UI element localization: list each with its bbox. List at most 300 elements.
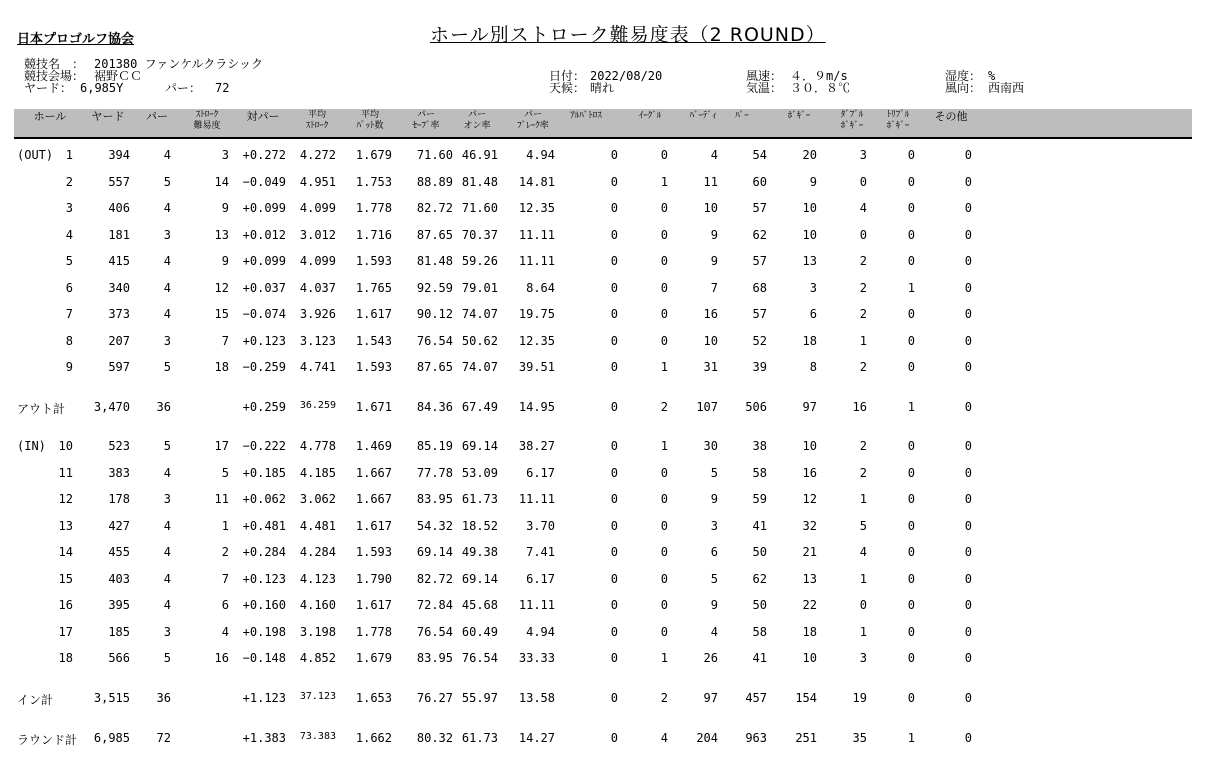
cell-alb: 0 xyxy=(610,466,618,480)
cell-brk: 6.17 xyxy=(526,466,555,480)
cell-avg-stroke: 4.037 xyxy=(299,281,336,295)
cell-bog: 12 xyxy=(802,492,817,506)
row-label: ラウンド計 xyxy=(17,733,78,747)
cell-bog: 10 xyxy=(802,651,817,665)
cell-dbl: 3 xyxy=(859,148,867,162)
cell-brk: 11.11 xyxy=(518,492,555,506)
cell-parc: 52 xyxy=(752,334,767,348)
cell-yard: 383 xyxy=(108,466,130,480)
cell-alb: 0 xyxy=(610,175,618,189)
cell-vs-par: +0.099 xyxy=(242,254,286,268)
cell-parc: 58 xyxy=(752,625,767,639)
cell-avg-stroke: 4.284 xyxy=(299,545,336,559)
cell-yard: 394 xyxy=(108,148,130,162)
cell-oth: 0 xyxy=(964,360,972,374)
cell-eag: 0 xyxy=(660,492,668,506)
column-header: ｲｰｸﾞﾙ xyxy=(638,111,662,121)
column-header: パー ｾｰﾌﾞ率 xyxy=(412,110,440,131)
temperature-label: 気温： xyxy=(746,81,783,95)
cell-avg-putt: 1.593 xyxy=(355,254,392,268)
cell-dbl: 2 xyxy=(859,466,867,480)
cell-par: 4 xyxy=(163,545,171,559)
cell-brk: 6.17 xyxy=(526,572,555,586)
cell-save: 71.60 xyxy=(416,148,453,162)
cell-bog: 13 xyxy=(802,254,817,268)
cell-brk: 14.95 xyxy=(518,400,555,414)
column-header: ﾊﾞｰﾃﾞｨ xyxy=(689,111,717,121)
cell-on: 53.09 xyxy=(461,466,498,480)
cell-bog: 3 xyxy=(809,281,817,295)
column-header: パー ﾌﾞﾚｰｸ率 xyxy=(517,110,549,131)
cell-bir: 5 xyxy=(710,466,718,480)
cell-on: 69.14 xyxy=(461,572,498,586)
cell-brk: 14.27 xyxy=(518,731,555,745)
cell-parc: 38 xyxy=(752,439,767,453)
cell-tri: 0 xyxy=(907,466,915,480)
cell-save: 88.89 xyxy=(416,175,453,189)
hole-number: 18 xyxy=(58,651,73,665)
cell-brk: 19.75 xyxy=(518,307,555,321)
column-header: パー オン率 xyxy=(463,110,491,131)
cell-brk: 12.35 xyxy=(518,201,555,215)
cell-eag: 0 xyxy=(660,625,668,639)
hole-number: 10 xyxy=(58,439,73,453)
cell-yard: 406 xyxy=(108,201,130,215)
hole-number: 2 xyxy=(65,175,73,189)
page-title: ホール別ストローク難易度表（2 ROUND） xyxy=(430,24,826,46)
cell-oth: 0 xyxy=(964,307,972,321)
cell-save: 92.59 xyxy=(416,281,453,295)
column-header: ホール xyxy=(33,110,67,123)
cell-rank: 6 xyxy=(221,598,229,612)
cell-bir: 9 xyxy=(710,254,718,268)
cell-rank: 3 xyxy=(221,148,229,162)
cell-bir: 7 xyxy=(710,281,718,295)
cell-bog: 10 xyxy=(802,439,817,453)
cell-par: 4 xyxy=(163,519,171,533)
cell-tri: 1 xyxy=(907,281,915,295)
cell-yard: 415 xyxy=(108,254,130,268)
hole-number: 17 xyxy=(58,625,73,639)
cell-bog: 18 xyxy=(802,625,817,639)
cell-dbl: 1 xyxy=(859,625,867,639)
cell-dbl: 2 xyxy=(859,360,867,374)
cell-par: 5 xyxy=(163,175,171,189)
column-header: 平均 ｽﾄﾛｰｸ xyxy=(305,110,329,131)
cell-parc: 68 xyxy=(752,281,767,295)
cell-bog: 97 xyxy=(802,400,817,414)
hole-number: 4 xyxy=(65,228,73,242)
cell-avg-putt: 1.716 xyxy=(355,228,392,242)
cell-brk: 11.11 xyxy=(518,598,555,612)
cell-alb: 0 xyxy=(610,598,618,612)
cell-on: 74.07 xyxy=(461,360,498,374)
event-value: 201380 ファンケルクラシック xyxy=(94,57,264,71)
cell-vs-par: +0.160 xyxy=(242,598,286,612)
cell-save: 82.72 xyxy=(416,572,453,586)
cell-oth: 0 xyxy=(964,519,972,533)
cell-oth: 0 xyxy=(964,281,972,295)
cell-parc: 62 xyxy=(752,572,767,586)
row-label: (IN) xyxy=(17,439,46,453)
cell-vs-par: −0.259 xyxy=(242,360,286,374)
table-row xyxy=(0,439,1213,455)
total-row xyxy=(0,400,1213,416)
cell-bog: 10 xyxy=(802,228,817,242)
cell-on: 18.52 xyxy=(461,519,498,533)
cell-vs-par: +0.062 xyxy=(242,492,286,506)
cell-on: 49.38 xyxy=(461,545,498,559)
cell-bir: 6 xyxy=(710,545,718,559)
cell-parc: 57 xyxy=(752,307,767,321)
cell-vs-par: +0.123 xyxy=(242,334,286,348)
cell-dbl: 0 xyxy=(859,598,867,612)
cell-bog: 10 xyxy=(802,201,817,215)
column-header: ｱﾙﾊﾞﾄﾛｽ xyxy=(570,111,602,121)
hole-number: 6 xyxy=(65,281,73,295)
cell-brk: 33.33 xyxy=(518,651,555,665)
cell-par: 3 xyxy=(163,228,171,242)
cell-dbl: 0 xyxy=(859,228,867,242)
cell-alb: 0 xyxy=(610,731,618,745)
cell-oth: 0 xyxy=(964,466,972,480)
cell-parc: 50 xyxy=(752,598,767,612)
cell-alb: 0 xyxy=(610,281,618,295)
cell-on: 76.54 xyxy=(461,651,498,665)
cell-tri: 0 xyxy=(907,254,915,268)
cell-tri: 1 xyxy=(907,400,915,414)
hole-number: 9 xyxy=(65,360,73,374)
cell-alb: 0 xyxy=(610,360,618,374)
cell-tri: 0 xyxy=(907,625,915,639)
cell-dbl: 5 xyxy=(859,519,867,533)
column-header: ﾀﾞﾌﾞﾙ ﾎﾞｷﾞｰ xyxy=(840,110,864,131)
cell-vs-par: +0.259 xyxy=(242,400,286,414)
cell-save: 72.84 xyxy=(416,598,453,612)
cell-dbl: 1 xyxy=(859,334,867,348)
cell-tri: 0 xyxy=(907,691,915,705)
cell-brk: 12.35 xyxy=(518,334,555,348)
cell-rank: 14 xyxy=(214,175,229,189)
cell-rank: 1 xyxy=(221,519,229,533)
cell-oth: 0 xyxy=(964,175,972,189)
cell-dbl: 2 xyxy=(859,254,867,268)
cell-brk: 7.41 xyxy=(526,545,555,559)
cell-vs-par: +0.198 xyxy=(242,625,286,639)
cell-par: 4 xyxy=(163,148,171,162)
cell-alb: 0 xyxy=(610,307,618,321)
cell-par: 5 xyxy=(163,360,171,374)
cell-parc: 59 xyxy=(752,492,767,506)
cell-par: 4 xyxy=(163,281,171,295)
cell-avg-putt: 1.593 xyxy=(355,360,392,374)
cell-avg-stroke: 4.123 xyxy=(299,572,336,586)
column-header: 対パー xyxy=(246,110,280,123)
cell-alb: 0 xyxy=(610,691,618,705)
cell-parc: 57 xyxy=(752,254,767,268)
cell-avg-putt: 1.671 xyxy=(355,400,392,414)
cell-vs-par: −0.148 xyxy=(242,651,286,665)
cell-tri: 0 xyxy=(907,598,915,612)
column-header: その他 xyxy=(934,110,968,123)
cell-tri: 0 xyxy=(907,175,915,189)
cell-vs-par: −0.074 xyxy=(242,307,286,321)
cell-par: 36 xyxy=(156,691,171,705)
cell-oth: 0 xyxy=(964,492,972,506)
cell-yard: 427 xyxy=(108,519,130,533)
cell-eag: 1 xyxy=(660,175,668,189)
cell-avg-stroke: 4.099 xyxy=(299,201,336,215)
cell-vs-par: +1.383 xyxy=(242,731,286,745)
cell-bir: 97 xyxy=(703,691,718,705)
cell-brk: 39.51 xyxy=(518,360,555,374)
date-label: 日付： xyxy=(549,69,586,83)
cell-vs-par: +0.099 xyxy=(242,201,286,215)
cell-on: 60.49 xyxy=(461,625,498,639)
cell-dbl: 3 xyxy=(859,651,867,665)
venue-label: 競技会場： xyxy=(24,69,85,83)
cell-bir: 10 xyxy=(703,334,718,348)
table-row xyxy=(0,466,1213,482)
cell-avg-stroke: 4.951 xyxy=(299,175,336,189)
cell-rank: 7 xyxy=(221,334,229,348)
cell-oth: 0 xyxy=(964,731,972,745)
cell-avg-stroke: 3.062 xyxy=(299,492,336,506)
cell-eag: 0 xyxy=(660,598,668,612)
table-row xyxy=(0,307,1213,323)
column-header: 平均 ﾊﾟｯﾄ数 xyxy=(356,110,384,131)
cell-yard: 557 xyxy=(108,175,130,189)
temperature-value: ３０．８℃ xyxy=(790,81,851,95)
cell-tri: 0 xyxy=(907,519,915,533)
cell-bog: 251 xyxy=(795,731,817,745)
cell-avg-putt: 1.765 xyxy=(355,281,392,295)
table-row xyxy=(0,651,1213,667)
cell-vs-par: +0.284 xyxy=(242,545,286,559)
cell-dbl: 2 xyxy=(859,307,867,321)
cell-avg-stroke: 37.123 xyxy=(299,691,336,702)
column-header: ﾎﾞｷﾞｰ xyxy=(787,111,811,121)
cell-alb: 0 xyxy=(610,201,618,215)
cell-par: 3 xyxy=(163,334,171,348)
cell-parc: 506 xyxy=(745,400,767,414)
cell-avg-stroke: 4.160 xyxy=(299,598,336,612)
cell-on: 59.26 xyxy=(461,254,498,268)
weather-value: 晴れ xyxy=(590,81,615,95)
cell-on: 45.68 xyxy=(461,598,498,612)
row-label: (OUT) xyxy=(17,148,54,162)
cell-bog: 18 xyxy=(802,334,817,348)
cell-bog: 8 xyxy=(809,360,817,374)
cell-avg-putt: 1.617 xyxy=(355,307,392,321)
cell-yard: 185 xyxy=(108,625,130,639)
hole-number: 16 xyxy=(58,598,73,612)
cell-on: 46.91 xyxy=(461,148,498,162)
cell-oth: 0 xyxy=(964,572,972,586)
humidity-label: 湿度： xyxy=(945,69,982,83)
cell-par: 4 xyxy=(163,572,171,586)
cell-bir: 10 xyxy=(703,201,718,215)
cell-avg-putt: 1.667 xyxy=(355,466,392,480)
cell-bog: 22 xyxy=(802,598,817,612)
cell-avg-putt: 1.617 xyxy=(355,598,392,612)
column-header: ｽﾄﾛｰｸ 難易度 xyxy=(193,110,221,131)
cell-bog: 20 xyxy=(802,148,817,162)
table-row xyxy=(0,545,1213,561)
cell-parc: 963 xyxy=(745,731,767,745)
cell-par: 3 xyxy=(163,492,171,506)
cell-rank: 9 xyxy=(221,254,229,268)
cell-eag: 0 xyxy=(660,281,668,295)
hole-number: 15 xyxy=(58,572,73,586)
cell-save: 90.12 xyxy=(416,307,453,321)
cell-alb: 0 xyxy=(610,228,618,242)
cell-avg-stroke: 3.123 xyxy=(299,334,336,348)
cell-on: 74.07 xyxy=(461,307,498,321)
cell-parc: 57 xyxy=(752,201,767,215)
cell-bog: 9 xyxy=(809,175,817,189)
cell-on: 61.73 xyxy=(461,492,498,506)
par-value: 72 xyxy=(215,81,230,95)
hole-number: 1 xyxy=(65,148,73,162)
cell-brk: 4.94 xyxy=(526,625,555,639)
cell-save: 85.19 xyxy=(416,439,453,453)
cell-yard: 403 xyxy=(108,572,130,586)
weather-label: 天候： xyxy=(549,81,586,95)
cell-bir: 9 xyxy=(710,228,718,242)
cell-avg-putt: 1.543 xyxy=(355,334,392,348)
cell-save: 82.72 xyxy=(416,201,453,215)
cell-on: 69.14 xyxy=(461,439,498,453)
cell-par: 4 xyxy=(163,598,171,612)
cell-rank: 9 xyxy=(221,201,229,215)
cell-on: 55.97 xyxy=(461,691,498,705)
cell-avg-stroke: 4.272 xyxy=(299,148,336,162)
cell-brk: 11.11 xyxy=(518,228,555,242)
cell-avg-stroke: 3.926 xyxy=(299,307,336,321)
cell-on: 50.62 xyxy=(461,334,498,348)
cell-yard: 455 xyxy=(108,545,130,559)
cell-yard: 566 xyxy=(108,651,130,665)
cell-parc: 58 xyxy=(752,466,767,480)
cell-tri: 0 xyxy=(907,334,915,348)
hole-number: 5 xyxy=(65,254,73,268)
total-row xyxy=(0,731,1213,747)
cell-yard: 373 xyxy=(108,307,130,321)
yard-label: ヤード： xyxy=(24,81,73,95)
cell-oth: 0 xyxy=(964,334,972,348)
cell-avg-putt: 1.778 xyxy=(355,625,392,639)
cell-avg-stroke: 4.185 xyxy=(299,466,336,480)
cell-eag: 0 xyxy=(660,254,668,268)
cell-parc: 41 xyxy=(752,519,767,533)
cell-alb: 0 xyxy=(610,439,618,453)
cell-alb: 0 xyxy=(610,400,618,414)
cell-parc: 50 xyxy=(752,545,767,559)
cell-save: 76.54 xyxy=(416,625,453,639)
cell-oth: 0 xyxy=(964,228,972,242)
cell-rank: 16 xyxy=(214,651,229,665)
venue-value: 裾野ＣＣ xyxy=(94,69,143,83)
wind-speed-label: 風速： xyxy=(746,69,783,83)
cell-rank: 12 xyxy=(214,281,229,295)
cell-save: 77.78 xyxy=(416,466,453,480)
cell-tri: 0 xyxy=(907,201,915,215)
cell-save: 76.27 xyxy=(416,691,453,705)
cell-avg-stroke: 73.383 xyxy=(299,731,336,742)
cell-yard: 3,470 xyxy=(93,400,130,414)
total-row xyxy=(0,691,1213,707)
cell-tri: 0 xyxy=(907,148,915,162)
cell-save: 87.65 xyxy=(416,360,453,374)
cell-dbl: 2 xyxy=(859,281,867,295)
cell-tri: 1 xyxy=(907,731,915,745)
cell-on: 79.01 xyxy=(461,281,498,295)
hole-number: 11 xyxy=(58,466,73,480)
cell-save: 69.14 xyxy=(416,545,453,559)
cell-oth: 0 xyxy=(964,598,972,612)
cell-vs-par: +0.012 xyxy=(242,228,286,242)
cell-par: 5 xyxy=(163,651,171,665)
cell-yard: 207 xyxy=(108,334,130,348)
cell-alb: 0 xyxy=(610,148,618,162)
cell-eag: 0 xyxy=(660,228,668,242)
cell-yard: 597 xyxy=(108,360,130,374)
cell-bog: 16 xyxy=(802,466,817,480)
cell-bog: 21 xyxy=(802,545,817,559)
humidity-value: % xyxy=(988,69,996,83)
cell-bog: 32 xyxy=(802,519,817,533)
yard-value: 6,985Y xyxy=(80,81,124,95)
cell-yard: 340 xyxy=(108,281,130,295)
cell-brk: 4.94 xyxy=(526,148,555,162)
column-header: ヤード xyxy=(91,110,125,123)
cell-rank: 5 xyxy=(221,466,229,480)
cell-rank: 4 xyxy=(221,625,229,639)
cell-on: 71.60 xyxy=(461,201,498,215)
cell-par: 3 xyxy=(163,625,171,639)
cell-eag: 0 xyxy=(660,572,668,586)
cell-avg-putt: 1.593 xyxy=(355,545,392,559)
cell-oth: 0 xyxy=(964,439,972,453)
cell-eag: 0 xyxy=(660,201,668,215)
cell-rank: 2 xyxy=(221,545,229,559)
table-row xyxy=(0,625,1213,641)
cell-avg-putt: 1.679 xyxy=(355,651,392,665)
hole-number: 8 xyxy=(65,334,73,348)
cell-oth: 0 xyxy=(964,254,972,268)
cell-yard: 395 xyxy=(108,598,130,612)
cell-alb: 0 xyxy=(610,334,618,348)
column-header: ﾊﾟｰ xyxy=(735,111,749,121)
hole-number: 13 xyxy=(58,519,73,533)
cell-vs-par: +0.123 xyxy=(242,572,286,586)
cell-parc: 60 xyxy=(752,175,767,189)
cell-oth: 0 xyxy=(964,625,972,639)
cell-avg-stroke: 4.741 xyxy=(299,360,336,374)
cell-avg-putt: 1.753 xyxy=(355,175,392,189)
cell-avg-stroke: 4.778 xyxy=(299,439,336,453)
cell-bir: 107 xyxy=(696,400,718,414)
cell-avg-stroke: 3.198 xyxy=(299,625,336,639)
cell-eag: 1 xyxy=(660,439,668,453)
cell-avg-putt: 1.662 xyxy=(355,731,392,745)
cell-dbl: 0 xyxy=(859,175,867,189)
cell-brk: 14.81 xyxy=(518,175,555,189)
cell-dbl: 19 xyxy=(852,691,867,705)
cell-dbl: 1 xyxy=(859,572,867,586)
cell-avg-stroke: 3.012 xyxy=(299,228,336,242)
